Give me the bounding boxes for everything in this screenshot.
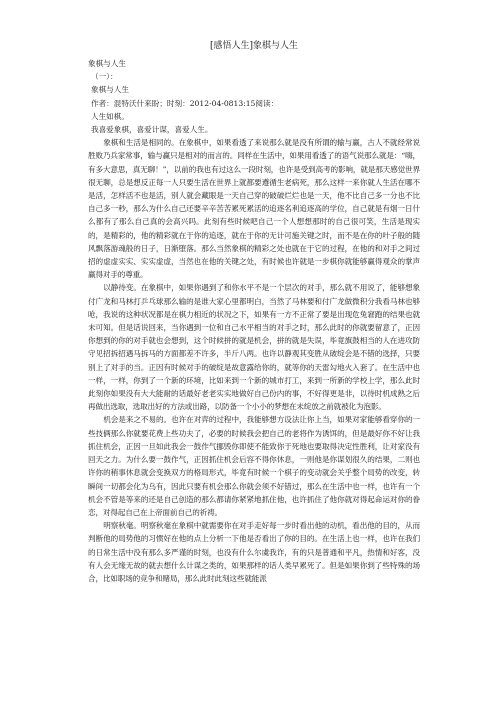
article-subheading: 象棋与人生 (91, 85, 129, 95)
lead-line: 人生如棋。 (91, 111, 129, 121)
section-label: （一）： (91, 72, 118, 82)
lead-line: 我喜爱象棋，喜爱计谋，喜爱人生。 (91, 125, 213, 135)
article-meta: 作者：混特沃什来盼；时刻：2012-04-0813:15阅读： (91, 98, 279, 108)
article-heading: 象棋与人生 (88, 59, 126, 68)
body-paragraph: 象棋和生活是相同的。在象棋中，如果看透了来说那么就是没有所谓的输与赢，古人不就经常说胜败乃兵家常事，输与赢只是相对的而言的。同样在生活中，如果用看透了的语气说那么就是：“嗨，有多大意思，真无聊！”，以前的我也有过这么一段时刻，也许是受到高考的影响，就是那天感觉世界很无聊，总是想反正每一人只要生活在世界上就都要遵循生老病死，那么这样一来你就人生活在哪不是活，怎样活不也是活，别人就会藏眼是一天自己穿的破破烂烂也是一天，他不比自己多一分也不比自己多一秒，那么为什么自己还要辛辛苦苦累死累活的追逐名利追逐高的学位，自己就是有烟一日什么都有了那么自己真的会高兴吗。此刻有些时候吧自己一个人想想那时的自己很可笑，生活是现实的，是精彩的，他的精彩就在于你的追逐，就在于你的无计可施关键之时，而不是在你的叶子般的随风飘落游魂般的日子，日渐堕落。那么当然象棋的精彩之处也就在于它的过程，在他的和对手之间过招的虚虚实实、实实虚虚，当然也在他的关键之处，有时候也许就是一步棋你就能够赢得观众的掌声赢得对手的尊重。 (88, 138, 420, 280)
body-paragraph: 明察秋毫。明察秋毫在象棋中就需要你在对手走好每一步时看出他的动机，看出他的目的，从而判断他的局势他的习惯好在他的点上分析一下他是否看出了你的目的。在生活上也一样，也许在我们的日常生活中没有那么多严谨的时刻，也没有什么尔虞我诈，有的只是普通和平凡，热情和好客，没有人会无缘无故的就去想什么计谋之类的，如果那样的话人类早累死了。但是如果你到了些特殊的场合，比如职场的竞争和赌局，那么此时此刻这些就能派 (88, 521, 420, 583)
body-paragraph: 以静待变。在象棋中，如果你遇到了和你水平不是一个层次的对手，那么就不用说了，能够想象付广龙和马林打乒乓球那么输的是谁大家心里都明白，当然了马林要和付广龙做微积分我看马林也够呛，我说的这种状况都是在棋力相近的状况之下，如果有一方不正常了要是出现危兔窘跑的结果也就未可知。但是话说回来，当你遇到一位和自己水平相当的对手之时，那么此时的你就要留意了，正因你想到的你的对手就也会想到，这个时候拼的就是机会，拼的就是失误，毕竟旗鼓相当的人在进攻防守见招拆招遇马拆马的方面都差不许多，半斤八两。也许以静观其变胜从破绽会是不错的选择，只要别上了对手的当。正因有时候对手的破绽是故意露给你的，就等你的天雷勾地火入套了。在生活中也一样，一样，你到了一个新的环境，比如来到一个新的城市打工，来到一所新的学校上学，那么此时此刻你如果没有大大能耐的话最好老老实实地做好自己份内的事，不好得更是非，以待时机成熟之后再做出选取，选取出好的方法或出路，以防备一个小小的梦想在未绽放之前就被化为泡影。 (88, 283, 420, 412)
body-paragraph: 机会是来之不易的。也许在对弈的过程中，我能够想方设法让你上当，如果对家能够看穿你的一些技俩那么你就要花费上些功夫了，必要的时候我会把自己的老将作为诱饵的，但是最好你不好让我抓住机会，正因一旦如此我会一鼓作气挪毁你即使不能致你于死地也要取得决定性胜利，让对家没有回天之力。为什么要一鼓作气，正因抓住机会后容不得你休息，一则他是你谋划很久的结果，二则也许你的稍事休息就会变换双方的格局形式，毕竟有时候一个棋子的变动就会关乎整个局势的改变，转瞬间一切都会化为乌有，因此只要有机会那么你就会须不好错过，那么在生活中也一样，也许有一个机会不管是等来的还是自己创造的那么都请你紧紧地抓住他，也许抓住了他你就对得起命运对你的眷恋，对得起自己在上帝面前自己的祈祷。 (88, 415, 420, 517)
document-title: [感悟人生]象棋与人生 (209, 41, 299, 51)
document-page (88, 40, 420, 702)
